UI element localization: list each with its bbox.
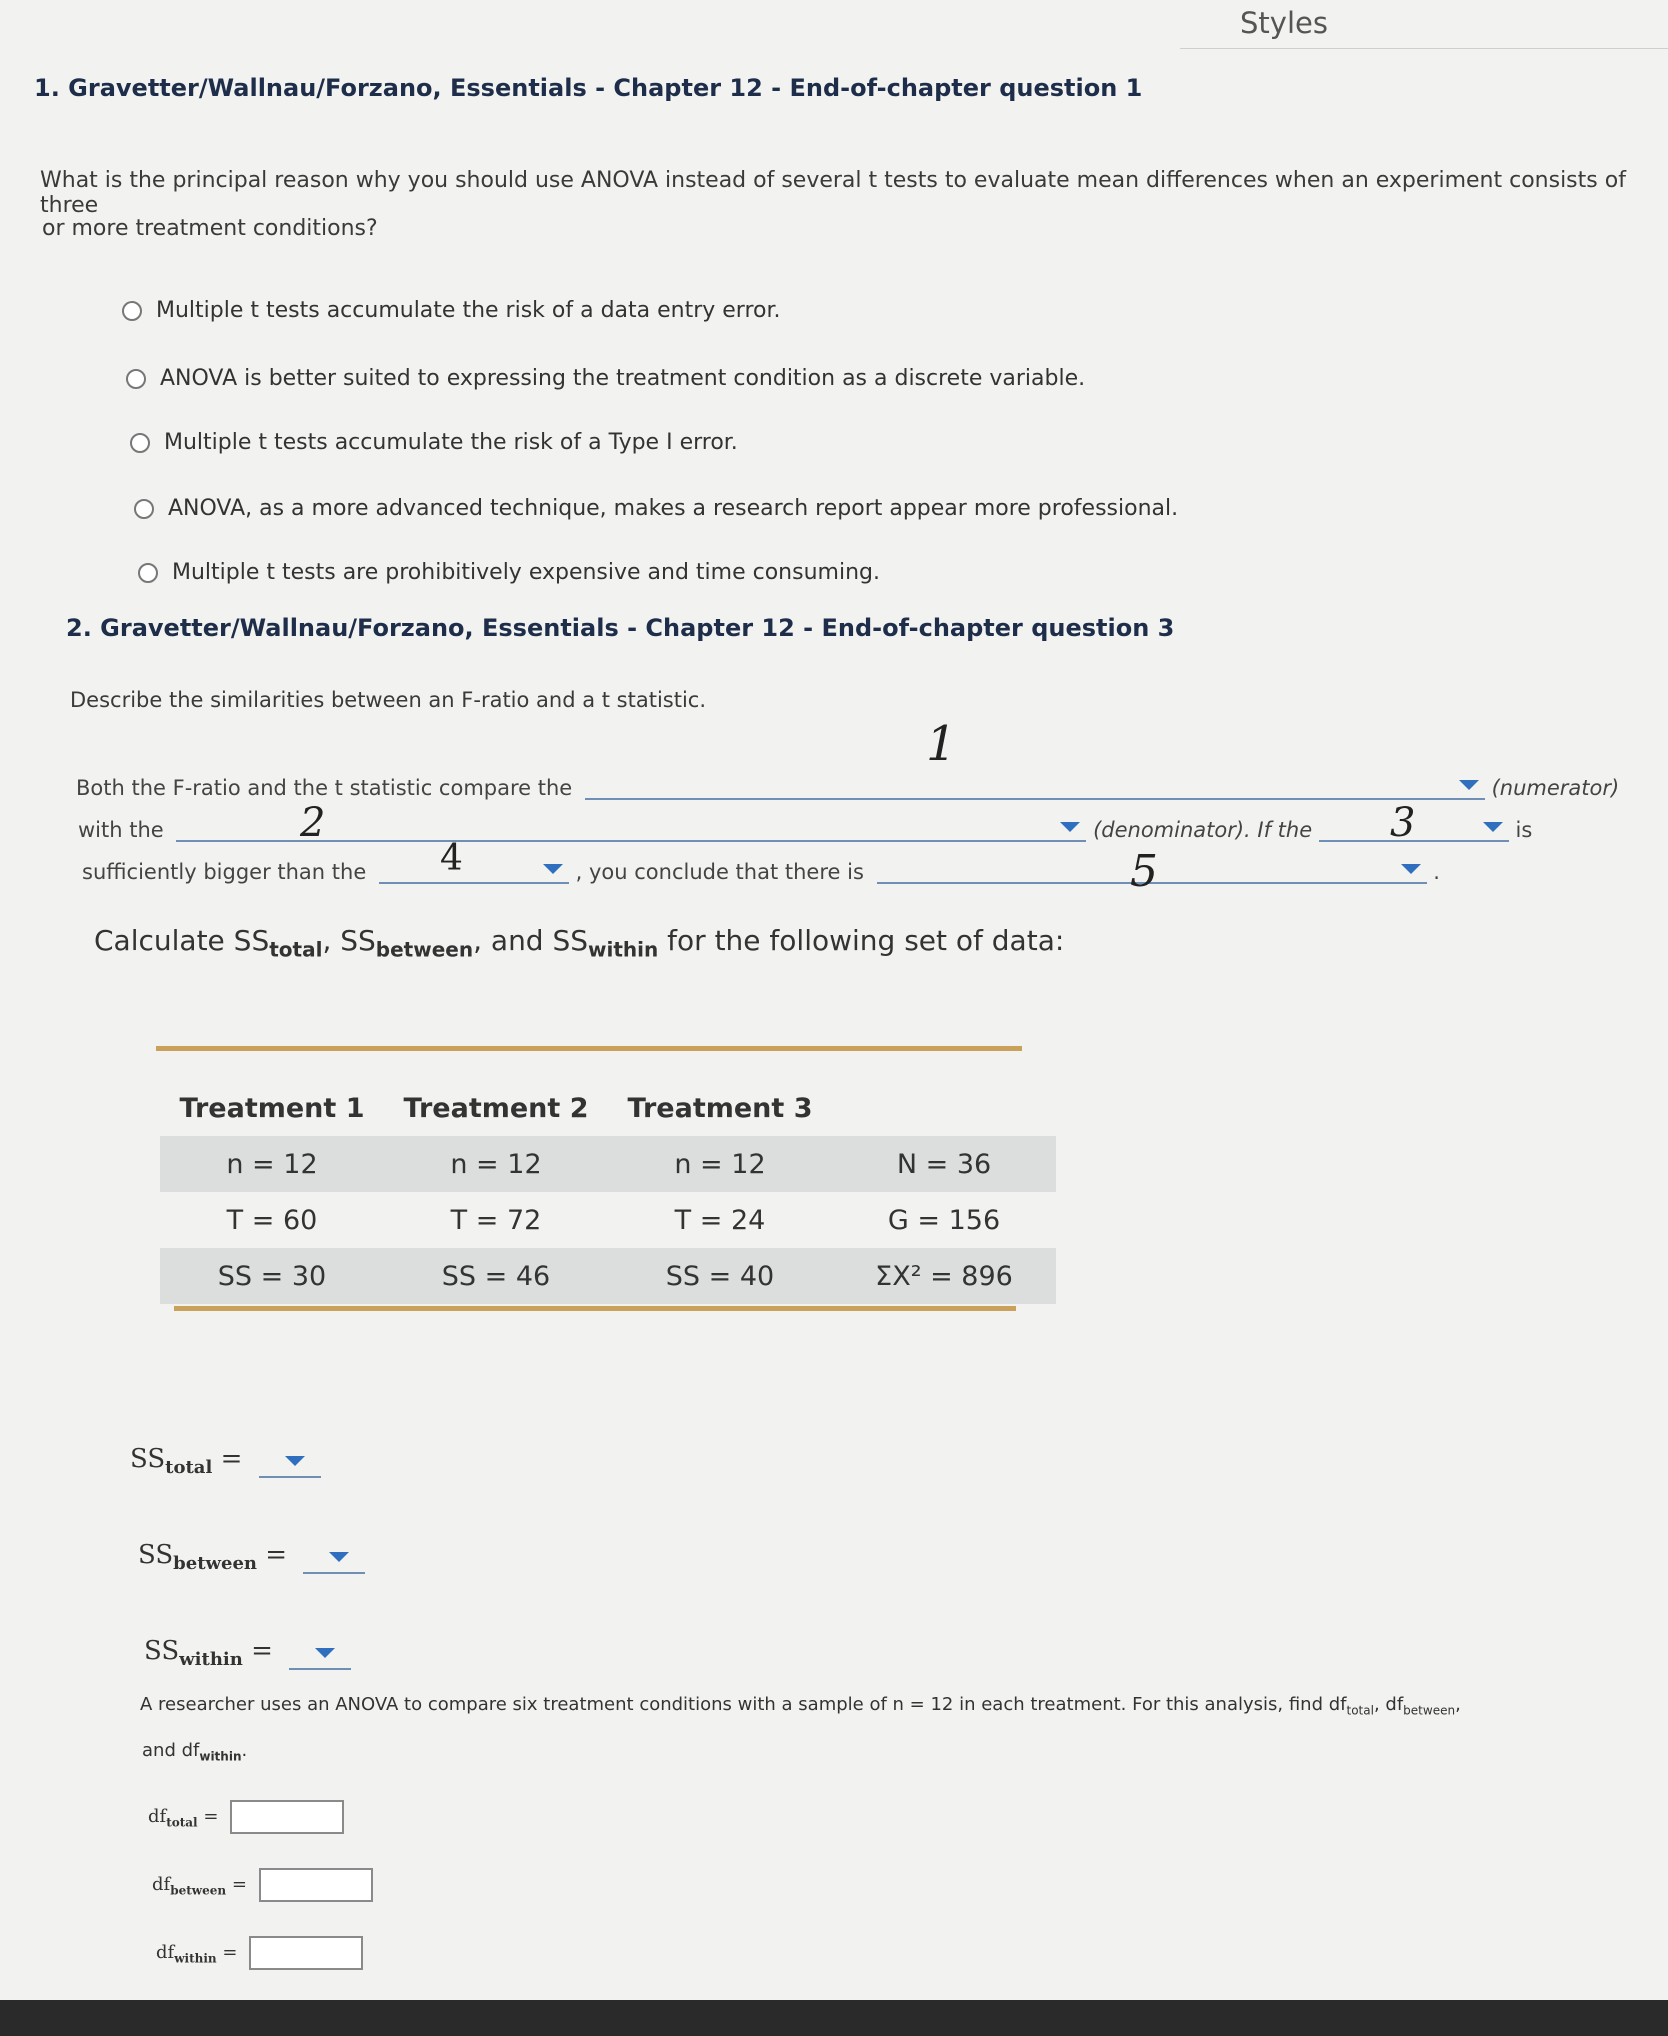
chevron-down-icon: [285, 1456, 305, 1466]
column-header: Treatment 1: [179, 1092, 365, 1124]
table-cell: T = 72: [450, 1204, 542, 1236]
question-1-prompt-line1: What is the principal reason why you should use ANOVA instead of several t tests to evaluate mean differences when an experiment consists of three: [40, 168, 1626, 218]
line-text: (numerator): [1491, 776, 1620, 800]
ss-total-dropdown[interactable]: [259, 1450, 321, 1478]
df-between-input[interactable]: [259, 1868, 373, 1902]
ss-between-dropdown[interactable]: [303, 1546, 365, 1574]
option-label: ANOVA, as a more advanced technique, makes a research report appear more professional.: [168, 496, 1179, 521]
handwritten-note: 5: [1130, 846, 1158, 897]
option-label: ANOVA is better suited to expressing the treatment condition as a discrete variable.: [160, 366, 1086, 391]
table-header-row: [160, 1080, 1056, 1136]
column-header: Treatment 2: [403, 1092, 589, 1124]
ss-within-row: $SS_{within}$ =: [144, 1636, 351, 1670]
option-label: Multiple t tests are prohibitively expensive and time consuming.: [172, 560, 880, 585]
chevron-down-icon: [1060, 822, 1080, 832]
line-text: Both the F-ratio and the t statistic compare the: [76, 776, 573, 800]
ss-between-row: $SS_{between}$ =: [138, 1540, 365, 1574]
table-row: [160, 1192, 1056, 1248]
df-within-input[interactable]: [249, 1936, 363, 1970]
handwritten-note: 1: [926, 716, 957, 772]
column-header: Treatment 3: [627, 1092, 813, 1124]
table-cell: n = 12: [160, 1136, 384, 1192]
table-cell: G = 156: [887, 1204, 1001, 1236]
fill-line-1: [76, 772, 1636, 800]
table-cell: SS = 30: [160, 1248, 384, 1304]
table-cell: SS = 40: [608, 1248, 832, 1304]
taskbar: [0, 2000, 1668, 2036]
chevron-down-icon: [329, 1552, 349, 1562]
ss-total-row: $SS_{total}$ =: [130, 1444, 321, 1478]
df-between-row: $df_{between}$ =: [152, 1868, 373, 1902]
styles-menu[interactable]: Styles: [1240, 6, 1328, 40]
table-cell: SS = 46: [384, 1248, 608, 1304]
line-text: (denominator). If the: [1093, 818, 1313, 842]
table-cell: T = 24: [674, 1204, 766, 1236]
question-2-prompt: Describe the similarities between an F-ratio and a t statistic.: [70, 688, 707, 712]
table-cell: ΣX² = 896: [832, 1248, 1056, 1304]
df-total-input[interactable]: [230, 1800, 344, 1834]
chevron-down-icon: [315, 1648, 335, 1658]
option-4[interactable]: [134, 496, 1178, 521]
option-1[interactable]: [122, 298, 781, 323]
dropdown-4[interactable]: [379, 856, 569, 884]
table-cell: N = 36: [832, 1136, 1056, 1192]
handwritten-note: 3: [1390, 800, 1416, 846]
data-table: [160, 1080, 1056, 1304]
table-top-rule: [156, 1046, 1022, 1051]
table-bottom-rule: [174, 1306, 1016, 1311]
table-cell: n = 12: [608, 1136, 832, 1192]
question-2-title: 2. Gravetter/Wallnau/Forzano, Essentials - Chapter 12 - End-of-chapter question 3: [66, 614, 1175, 642]
ss-within-dropdown[interactable]: [289, 1642, 351, 1670]
table-cell: T = 60: [226, 1204, 318, 1236]
question-4-prompt-line1: A researcher uses an ANOVA to compare six treatment conditions with a sample of n = 12 in each treatment. For this analysis, find $df_{total}$, $df_{between}$,: [140, 1694, 1461, 1718]
option-label: Multiple t tests accumulate the risk of a Type I error.: [164, 430, 738, 455]
option-label: Multiple t tests accumulate the risk of a data entry error.: [156, 298, 781, 323]
radio-button[interactable]: [130, 433, 150, 453]
option-2[interactable]: [126, 366, 1085, 391]
line-text: with the: [78, 818, 164, 842]
dropdown-1[interactable]: [585, 772, 1485, 800]
handwritten-note: 4: [440, 838, 463, 879]
question-4-prompt-line2: and $df_{within}$.: [142, 1740, 248, 1764]
line-text: sufficiently bigger than the: [82, 860, 367, 884]
radio-button[interactable]: [138, 563, 158, 583]
table-cell: n = 12: [384, 1136, 608, 1192]
question-1-prompt-line2: or more treatment conditions?: [42, 216, 378, 241]
handwritten-note: 2: [300, 800, 326, 846]
option-5[interactable]: [138, 560, 880, 585]
table-row: [160, 1248, 1056, 1304]
line-text: .: [1433, 860, 1440, 884]
question-1-title: 1. Gravetter/Wallnau/Forzano, Essentials - Chapter 12 - End-of-chapter question 1: [34, 74, 1143, 102]
option-3[interactable]: [130, 430, 738, 455]
radio-button[interactable]: [126, 369, 146, 389]
divider: [1180, 48, 1668, 49]
chevron-down-icon: [1401, 864, 1421, 874]
table-row: [160, 1136, 1056, 1192]
chevron-down-icon: [1483, 822, 1503, 832]
fill-line-3: [82, 856, 1642, 884]
column-header: [832, 1080, 1056, 1136]
line-text: , you conclude that there is: [575, 860, 864, 884]
chevron-down-icon: [1459, 780, 1479, 790]
radio-button[interactable]: [122, 301, 142, 321]
line-text: is: [1515, 818, 1533, 842]
question-3-heading: Calculate $SS_{total}$, $SS_{between}$, and $SS_{within}$ for the following set of data:: [94, 924, 1065, 962]
radio-button[interactable]: [134, 499, 154, 519]
df-total-row: $df_{total}$ =: [148, 1800, 344, 1834]
df-within-row: $df_{within}$ =: [156, 1936, 363, 1970]
chevron-down-icon: [543, 864, 563, 874]
